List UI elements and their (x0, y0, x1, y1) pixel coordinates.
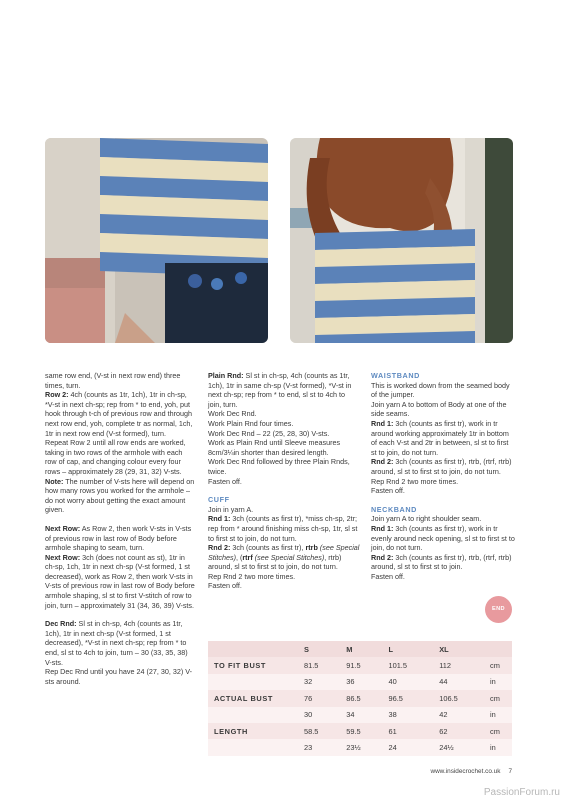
instruction-paragraph: Fasten off. (371, 571, 405, 581)
stitch-note: (see Special Stitches) (208, 543, 360, 562)
table-cell: in (484, 707, 512, 723)
instruction-paragraph: This is worked down from the seamed body of the jumper. (371, 380, 510, 400)
instruction-paragraph: Rep Rnd 2 two more times. (371, 476, 459, 486)
table-cell: 23 (298, 739, 340, 755)
step-label: Rnd 2: (371, 552, 394, 562)
instruction-paragraph: Work Dec Rnd – 22 (25, 28, 30) V-sts. (208, 428, 330, 438)
instruction-paragraph (45, 553, 195, 611)
step-text: As Row 2, then work V-sts in V-sts of previous row in last row of Body before armhole shaping to seam, turn. (45, 523, 192, 553)
step-text: Sl st in ch-sp, 4ch (counts as 1tr, 1ch), 1tr in same ch-sp (V-st formed), *V-st in next ch-sp; rep from * to end, sl st to 4ch to join, turn. (208, 371, 352, 409)
step-text: 3ch (counts as first tr), rtrb, (rtrf, rtrb) around, sl st to first st to join, do not turn. (371, 457, 512, 476)
step-text: The number of V-sts here will depend on how many rows you worked for the armhole – do not worry about getting the exact amount given. (45, 476, 195, 515)
step-text: 3ch (counts as first tr), *miss ch-sp, 2tr; rep from * around finishing miss ch-sp, 1tr, sl st to first st to join, do not turn. (208, 514, 358, 543)
step-label: Rnd 1: (208, 514, 231, 524)
table-cell: cm (484, 690, 512, 706)
table-cell: cm (484, 657, 512, 673)
instruction-paragraph: Fasten off. (371, 486, 405, 496)
instruction-paragraph (371, 457, 516, 476)
step-text: 3ch (counts as first tr), (230, 543, 306, 553)
table-cell: ACTUAL BUST (208, 690, 298, 706)
table-cell: 91.5 (340, 657, 382, 673)
paragraph-gap (45, 515, 195, 524)
table-cell: in (484, 674, 512, 690)
watermark: PassionForum.ru (483, 787, 560, 798)
page-number: 7 (508, 768, 512, 775)
table-row (208, 690, 512, 706)
instruction-paragraph (208, 543, 360, 572)
table-cell: in (484, 739, 512, 755)
instruction-paragraph: Join in yarn A. (208, 504, 254, 514)
table-header-row (208, 641, 512, 657)
instruction-paragraph: Rep Dec Rnd until you have 24 (27, 30, 32) V-sts around. (45, 667, 193, 686)
instructions-column-1 (45, 371, 195, 686)
table-cell: 101.5 (382, 657, 433, 673)
table-cell: 61 (382, 723, 433, 739)
instruction-paragraph: same row end, (V-st in next row end) three times, turn. (45, 371, 181, 390)
step-label: Row 2: (45, 390, 69, 400)
step-text: 3ch (does not count as st), 1tr in ch-sp, 1ch, 1tr in next ch-sp (V-st formed, 1 st decreased), work as Row 2, then work V-sts in V-sts of previous row in last row of Body before armhole shaping, sl st to first V-stitch of row to join, turn – approximately 31 (34, 36, 39) V-sts. (45, 552, 195, 610)
step-label: Rnd 1: (371, 418, 394, 428)
instruction-paragraph (371, 419, 516, 457)
instruction-paragraph (45, 524, 195, 553)
table-cell: 112 (433, 657, 484, 673)
stitch-name: rtrb (305, 543, 318, 553)
photo-sleeve-image (45, 138, 268, 343)
table-header-cell: M (340, 641, 382, 657)
size-table (208, 641, 512, 756)
table-header-cell: S (298, 641, 340, 657)
step-text: 3ch (counts as first tr), work in tr evenly around neck opening, sl st to first st to join, do not turn. (371, 523, 515, 553)
instruction-paragraph (371, 524, 516, 553)
instruction-paragraph: Work Plain Rnd four times. (208, 418, 294, 428)
table-row (208, 723, 512, 739)
table-cell: LENGTH (208, 723, 298, 739)
section-heading: CUFF (208, 495, 230, 505)
paragraph-gap (45, 610, 195, 619)
instruction-paragraph (45, 477, 195, 515)
table-cell: 24 (382, 739, 433, 755)
table-cell: 59.5 (340, 723, 382, 739)
table-cell: 34 (340, 707, 382, 723)
step-label: Rnd 2: (371, 457, 394, 467)
step-text: , ( (235, 552, 243, 562)
instructions-column-3 (371, 371, 516, 581)
table-cell: 40 (382, 674, 433, 690)
table-cell: 30 (298, 707, 340, 723)
table-header-cell (208, 641, 298, 657)
step-label: Next Row: (45, 523, 81, 533)
table-cell (208, 707, 298, 723)
step-text: 4ch (counts as 1tr, 1ch), 1tr in ch-sp, *V-st in next ch-sp; rep from * to end, yoh, put hook through t-ch of previous row and through next row end, yoh, complete tr as normal, 1ch, 1tr in next row end (V-st formed), turn. (45, 390, 193, 438)
section-heading: NECKBAND (371, 504, 417, 514)
table-cell: 32 (298, 674, 340, 690)
table-row (208, 657, 512, 673)
table-header-cell: XL (433, 641, 484, 657)
table-cell: 106.5 (433, 690, 484, 706)
instruction-paragraph: Work Dec Rnd. (208, 409, 257, 419)
table-row (208, 739, 512, 755)
table-cell: 36 (340, 674, 382, 690)
step-label: Rnd 1: (371, 523, 394, 533)
end-badge: END (485, 596, 512, 623)
instruction-paragraph: Rep Rnd 2 two more times. (208, 571, 296, 581)
instruction-paragraph: Work Dec Rnd followed by three Plain Rnds, twice. (208, 457, 350, 476)
photo-back-view (290, 138, 513, 343)
step-text: Sl st in ch-sp, 4ch (counts as 1tr, 1ch), 1tr in next ch-sp (V-st formed, 1 st decreased), *V-st in next ch-sp; rep from * to end, sl st to 4ch to join, turn – 30 (33, 35, 38) V-sts. (45, 619, 188, 667)
instruction-paragraph (208, 371, 360, 409)
table-cell: 81.5 (298, 657, 340, 673)
table-cell: 96.5 (382, 690, 433, 706)
table-cell: 23½ (340, 739, 382, 755)
table-cell: 24½ (433, 739, 484, 755)
paragraph-gap (208, 486, 360, 495)
table-header-cell: L (382, 641, 433, 657)
instruction-paragraph (45, 619, 195, 667)
page-footer (400, 768, 512, 775)
table-cell: 62 (433, 723, 484, 739)
section-heading: WAISTBAND (371, 371, 420, 380)
photo-back-image (290, 138, 513, 343)
table-cell: 44 (433, 674, 484, 690)
table-header-cell (484, 641, 512, 657)
step-text: 3ch (counts as first tr), rtrb, (rtrf, rtrb) around, sl st to first st to join. (371, 552, 512, 572)
stitch-note: (see Special Stitches) (252, 552, 325, 562)
stitch-name: rtrf (242, 552, 253, 562)
paragraph-gap (371, 496, 516, 505)
step-label: Next Row: (45, 552, 81, 562)
table-cell (208, 739, 298, 755)
table-cell (208, 674, 298, 690)
step-label: Note: (45, 476, 64, 486)
table-cell: cm (484, 723, 512, 739)
table-cell: 38 (382, 707, 433, 723)
table-row (208, 674, 512, 690)
instruction-paragraph: Fasten off. (208, 476, 242, 486)
table-cell: 86.5 (340, 690, 382, 706)
instruction-paragraph (371, 553, 516, 572)
instruction-paragraph: Join yarn A to bottom of Body at one of the side seams. (371, 399, 507, 419)
footer-url: www.insidecrochet.co.uk (430, 768, 501, 775)
instructions-column-2 (208, 371, 360, 591)
instruction-paragraph: Join yarn A to right shoulder seam. (371, 514, 482, 524)
step-label: Dec Rnd: (45, 619, 77, 629)
step-label: Plain Rnd: (208, 371, 244, 380)
table-cell: TO FIT BUST (208, 657, 298, 673)
photo-sleeve-detail (45, 138, 268, 343)
instruction-paragraph: Repeat Row 2 until all row ends are worked, taking in two rows of the armhole with each row of cap, and changing colour every four rows – approximately 28 (29, 31, 32) V-sts. (45, 438, 186, 476)
table-cell: 76 (298, 690, 340, 706)
instruction-paragraph: Work as Plain Rnd until Sleeve measures 8cm/3¼in shorter than desired length. (208, 438, 341, 457)
table-cell: 42 (433, 707, 484, 723)
step-text: 3ch (counts as first tr), work in tr around working approximately 1tr in bottom of each V-st and 2tr in between, sl st to first st to join, do not turn. (371, 418, 509, 457)
table-row (208, 707, 512, 723)
table-cell: 58.5 (298, 723, 340, 739)
instruction-paragraph (45, 390, 195, 438)
instruction-paragraph: Fasten off. (208, 581, 242, 591)
step-label: Rnd 2: (208, 543, 231, 553)
instruction-paragraph (208, 514, 360, 543)
step-text: , rtrb) around, sl st to first st to join, do not turn. (208, 552, 342, 572)
